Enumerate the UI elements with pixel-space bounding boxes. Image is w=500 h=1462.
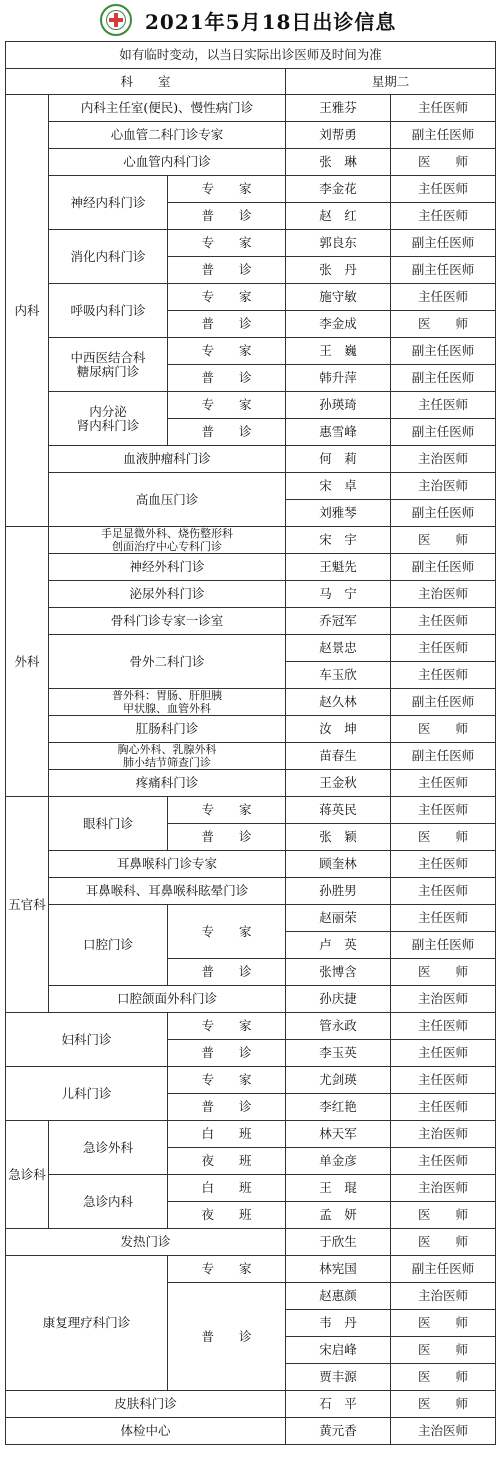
dept-label: 肛肠科门诊 xyxy=(49,716,286,743)
header xyxy=(0,0,500,40)
dept-label: 神经外科门诊 xyxy=(49,554,286,581)
doctor-title: 主治医师 xyxy=(391,446,496,473)
doctor-title: 主任医师 xyxy=(391,203,496,230)
doctor-title: 副主任医师 xyxy=(391,365,496,392)
doctor-title: 副主任医师 xyxy=(391,122,496,149)
doctor-name: 张博含 xyxy=(286,959,391,986)
dept-label: 皮肤科门诊 xyxy=(6,1391,286,1418)
doctor-title: 主治医师 xyxy=(391,1283,496,1310)
hospital-logo-icon xyxy=(100,4,132,36)
dept-label: 妇科门诊 xyxy=(6,1013,168,1067)
dept-label: 耳鼻喉科、耳鼻喉科眩晕门诊 xyxy=(49,878,286,905)
doctor-title: 主任医师 xyxy=(391,95,496,122)
doctor-name: 王 巍 xyxy=(286,338,391,365)
doctor-name: 赵丽荣 xyxy=(286,905,391,932)
doctor-title: 副主任医师 xyxy=(391,230,496,257)
doctor-name: 刘帮勇 xyxy=(286,122,391,149)
shift-type: 白 班 xyxy=(168,1121,286,1148)
visit-type: 普 诊 xyxy=(168,1094,286,1121)
doctor-name: 管永政 xyxy=(286,1013,391,1040)
doctor-title: 医 师 xyxy=(391,149,496,176)
doctor-title: 主任医师 xyxy=(391,851,496,878)
doctor-name: 韩升萍 xyxy=(286,365,391,392)
doctor-title: 主任医师 xyxy=(391,1013,496,1040)
dept-label: 血液肿瘤科门诊 xyxy=(49,446,286,473)
visit-type: 普 诊 xyxy=(168,1040,286,1067)
doctor-title: 主任医师 xyxy=(391,770,496,797)
dept-column-header: 科 室 xyxy=(6,69,286,95)
doctor-title: 医 师 xyxy=(391,959,496,986)
doctor-name: 孙庆捷 xyxy=(286,986,391,1013)
doctor-title: 主任医师 xyxy=(391,662,496,689)
doctor-title: 医 师 xyxy=(391,311,496,338)
doctor-title: 副主任医师 xyxy=(391,554,496,581)
visit-type: 专 家 xyxy=(168,797,286,824)
doctor-title: 主治医师 xyxy=(391,581,496,608)
dept-label: 泌尿外科门诊 xyxy=(49,581,286,608)
doctor-name: 尤剑瑛 xyxy=(286,1067,391,1094)
doctor-name: 宋 卓 xyxy=(286,473,391,500)
doctor-name: 单金彦 xyxy=(286,1148,391,1175)
doctor-name: 王 琨 xyxy=(286,1175,391,1202)
visit-type: 专 家 xyxy=(168,392,286,419)
doctor-name: 苗春生 xyxy=(286,743,391,770)
doctor-name: 林宪国 xyxy=(286,1256,391,1283)
doctor-title: 主治医师 xyxy=(391,1175,496,1202)
shift-type: 白 班 xyxy=(168,1175,286,1202)
doctor-name: 王雅芬 xyxy=(286,95,391,122)
doctor-title: 主任医师 xyxy=(391,392,496,419)
doctor-title: 主任医师 xyxy=(391,176,496,203)
doctor-title: 主任医师 xyxy=(391,797,496,824)
visit-type: 普 诊 xyxy=(168,959,286,986)
doctor-title: 主任医师 xyxy=(391,284,496,311)
visit-type: 普 诊 xyxy=(168,257,286,284)
doctor-name: 张 琳 xyxy=(286,149,391,176)
doctor-name: 宋 宇 xyxy=(286,527,391,554)
schedule-table xyxy=(5,41,496,1445)
doctor-name: 宋启峰 xyxy=(286,1337,391,1364)
dept-label: 消化内科门诊 xyxy=(49,230,168,284)
doctor-name: 黄元香 xyxy=(286,1418,391,1445)
dept-label: 内科主任室(便民)、慢性病门诊 xyxy=(49,95,286,122)
doctor-name: 孙瑛琦 xyxy=(286,392,391,419)
doctor-name: 惠雪峰 xyxy=(286,419,391,446)
visit-type: 普 诊 xyxy=(168,419,286,446)
doctor-name: 马 宁 xyxy=(286,581,391,608)
doctor-name: 韦 丹 xyxy=(286,1310,391,1337)
doctor-title: 医 师 xyxy=(391,527,496,554)
doctor-name: 顾奎林 xyxy=(286,851,391,878)
dept-label: 心血管二科门诊专家 xyxy=(49,122,286,149)
dept-label: 急诊内科 xyxy=(49,1175,168,1229)
dept-label: 耳鼻喉科门诊专家 xyxy=(49,851,286,878)
group-label: 外科 xyxy=(6,527,49,797)
visit-type: 普 诊 xyxy=(168,203,286,230)
visit-type: 专 家 xyxy=(168,905,286,959)
dept-label: 手足显微外科、烧伤整形科 创面治疗中心专科门诊 xyxy=(49,527,286,554)
notice: 如有临时变动，以当日实际出诊医师及时间为准 xyxy=(6,42,496,69)
dept-label: 急诊外科 xyxy=(49,1121,168,1175)
doctor-name: 赵久林 xyxy=(286,689,391,716)
dept-label: 发热门诊 xyxy=(6,1229,286,1256)
doctor-name: 何 莉 xyxy=(286,446,391,473)
dept-label: 口腔门诊 xyxy=(49,905,168,986)
doctor-title: 医 师 xyxy=(391,716,496,743)
visit-type: 专 家 xyxy=(168,338,286,365)
doctor-title: 主任医师 xyxy=(391,1148,496,1175)
doctor-title: 主任医师 xyxy=(391,635,496,662)
doctor-title: 医 师 xyxy=(391,824,496,851)
doctor-name: 车玉欣 xyxy=(286,662,391,689)
doctor-name: 赵景忠 xyxy=(286,635,391,662)
dept-label: 中西医结合科 糖尿病门诊 xyxy=(49,338,168,392)
doctor-title: 主任医师 xyxy=(391,1094,496,1121)
doctor-name: 郭良东 xyxy=(286,230,391,257)
dept-label: 呼吸内科门诊 xyxy=(49,284,168,338)
doctor-title: 主任医师 xyxy=(391,608,496,635)
dept-label: 高血压门诊 xyxy=(49,473,286,527)
dept-label: 疼痛科门诊 xyxy=(49,770,286,797)
doctor-title: 主治医师 xyxy=(391,1418,496,1445)
doctor-title: 副主任医师 xyxy=(391,743,496,770)
doctor-title: 医 师 xyxy=(391,1364,496,1391)
doctor-name: 王金秋 xyxy=(286,770,391,797)
dept-label: 口腔颌面外科门诊 xyxy=(49,986,286,1013)
doctor-title: 主治医师 xyxy=(391,1121,496,1148)
visit-type: 专 家 xyxy=(168,1256,286,1283)
shift-type: 夜 班 xyxy=(168,1202,286,1229)
visit-type: 普 诊 xyxy=(168,365,286,392)
dept-label: 骨外二科门诊 xyxy=(49,635,286,689)
doctor-title: 副主任医师 xyxy=(391,419,496,446)
doctor-title: 医 师 xyxy=(391,1229,496,1256)
group-label: 急诊科 xyxy=(6,1121,49,1229)
doctor-name: 赵惠颜 xyxy=(286,1283,391,1310)
dept-label: 内分泌 肾内科门诊 xyxy=(49,392,168,446)
doctor-name: 孟 妍 xyxy=(286,1202,391,1229)
doctor-title: 医 师 xyxy=(391,1310,496,1337)
doctor-name: 林天军 xyxy=(286,1121,391,1148)
doctor-name: 刘雅琴 xyxy=(286,500,391,527)
doctor-name: 张 丹 xyxy=(286,257,391,284)
doctor-name: 汝 坤 xyxy=(286,716,391,743)
dept-label: 体检中心 xyxy=(6,1418,286,1445)
doctor-name: 李红艳 xyxy=(286,1094,391,1121)
doctor-title: 医 师 xyxy=(391,1391,496,1418)
dept-label: 眼科门诊 xyxy=(49,797,168,851)
doctor-title: 副主任医师 xyxy=(391,257,496,284)
page-title: 2021年5月18日出诊信息 xyxy=(145,10,397,34)
dept-label: 普外科：胃肠、肝胆胰 甲状腺、血管外科 xyxy=(49,689,286,716)
doctor-title: 主任医师 xyxy=(391,1067,496,1094)
visit-type: 普 诊 xyxy=(168,1283,286,1391)
doctor-title: 主治医师 xyxy=(391,473,496,500)
dept-label: 神经内科门诊 xyxy=(49,176,168,230)
visit-type: 专 家 xyxy=(168,176,286,203)
group-label: 五官科 xyxy=(6,797,49,1013)
doctor-title: 主治医师 xyxy=(391,986,496,1013)
doctor-name: 贾丰源 xyxy=(286,1364,391,1391)
doctor-title: 副主任医师 xyxy=(391,689,496,716)
doctor-name: 李玉英 xyxy=(286,1040,391,1067)
doctor-name: 于欣生 xyxy=(286,1229,391,1256)
doctor-title: 医 师 xyxy=(391,1337,496,1364)
doctor-name: 石 平 xyxy=(286,1391,391,1418)
doctor-name: 孙胜男 xyxy=(286,878,391,905)
doctor-name: 卢 英 xyxy=(286,932,391,959)
dept-label: 骨科门诊专家一诊室 xyxy=(49,608,286,635)
doctor-title: 主任医师 xyxy=(391,878,496,905)
dept-label: 康复理疗科门诊 xyxy=(6,1256,168,1391)
doctor-title: 副主任医师 xyxy=(391,1256,496,1283)
doctor-title: 医 师 xyxy=(391,1202,496,1229)
doctor-title: 主任医师 xyxy=(391,1040,496,1067)
doctor-title: 主任医师 xyxy=(391,905,496,932)
doctor-name: 李金成 xyxy=(286,311,391,338)
doctor-name: 蒋英民 xyxy=(286,797,391,824)
visit-type: 普 诊 xyxy=(168,311,286,338)
doctor-name: 李金花 xyxy=(286,176,391,203)
doctor-title: 副主任医师 xyxy=(391,932,496,959)
visit-type: 专 家 xyxy=(168,1067,286,1094)
doctor-name: 赵 红 xyxy=(286,203,391,230)
dept-label: 胸心外科、乳腺外科 肺小结节筛查门诊 xyxy=(49,743,286,770)
dept-label: 儿科门诊 xyxy=(6,1067,168,1121)
visit-type: 普 诊 xyxy=(168,824,286,851)
doctor-title: 副主任医师 xyxy=(391,500,496,527)
day-column-header: 星期二 xyxy=(286,69,496,95)
doctor-name: 施守敏 xyxy=(286,284,391,311)
visit-type: 专 家 xyxy=(168,284,286,311)
doctor-name: 乔冠军 xyxy=(286,608,391,635)
dept-label: 心血管内科门诊 xyxy=(49,149,286,176)
doctor-title: 副主任医师 xyxy=(391,338,496,365)
doctor-name: 张 颖 xyxy=(286,824,391,851)
visit-type: 专 家 xyxy=(168,1013,286,1040)
visit-type: 专 家 xyxy=(168,230,286,257)
group-label: 内科 xyxy=(6,95,49,527)
shift-type: 夜 班 xyxy=(168,1148,286,1175)
doctor-name: 王魁先 xyxy=(286,554,391,581)
